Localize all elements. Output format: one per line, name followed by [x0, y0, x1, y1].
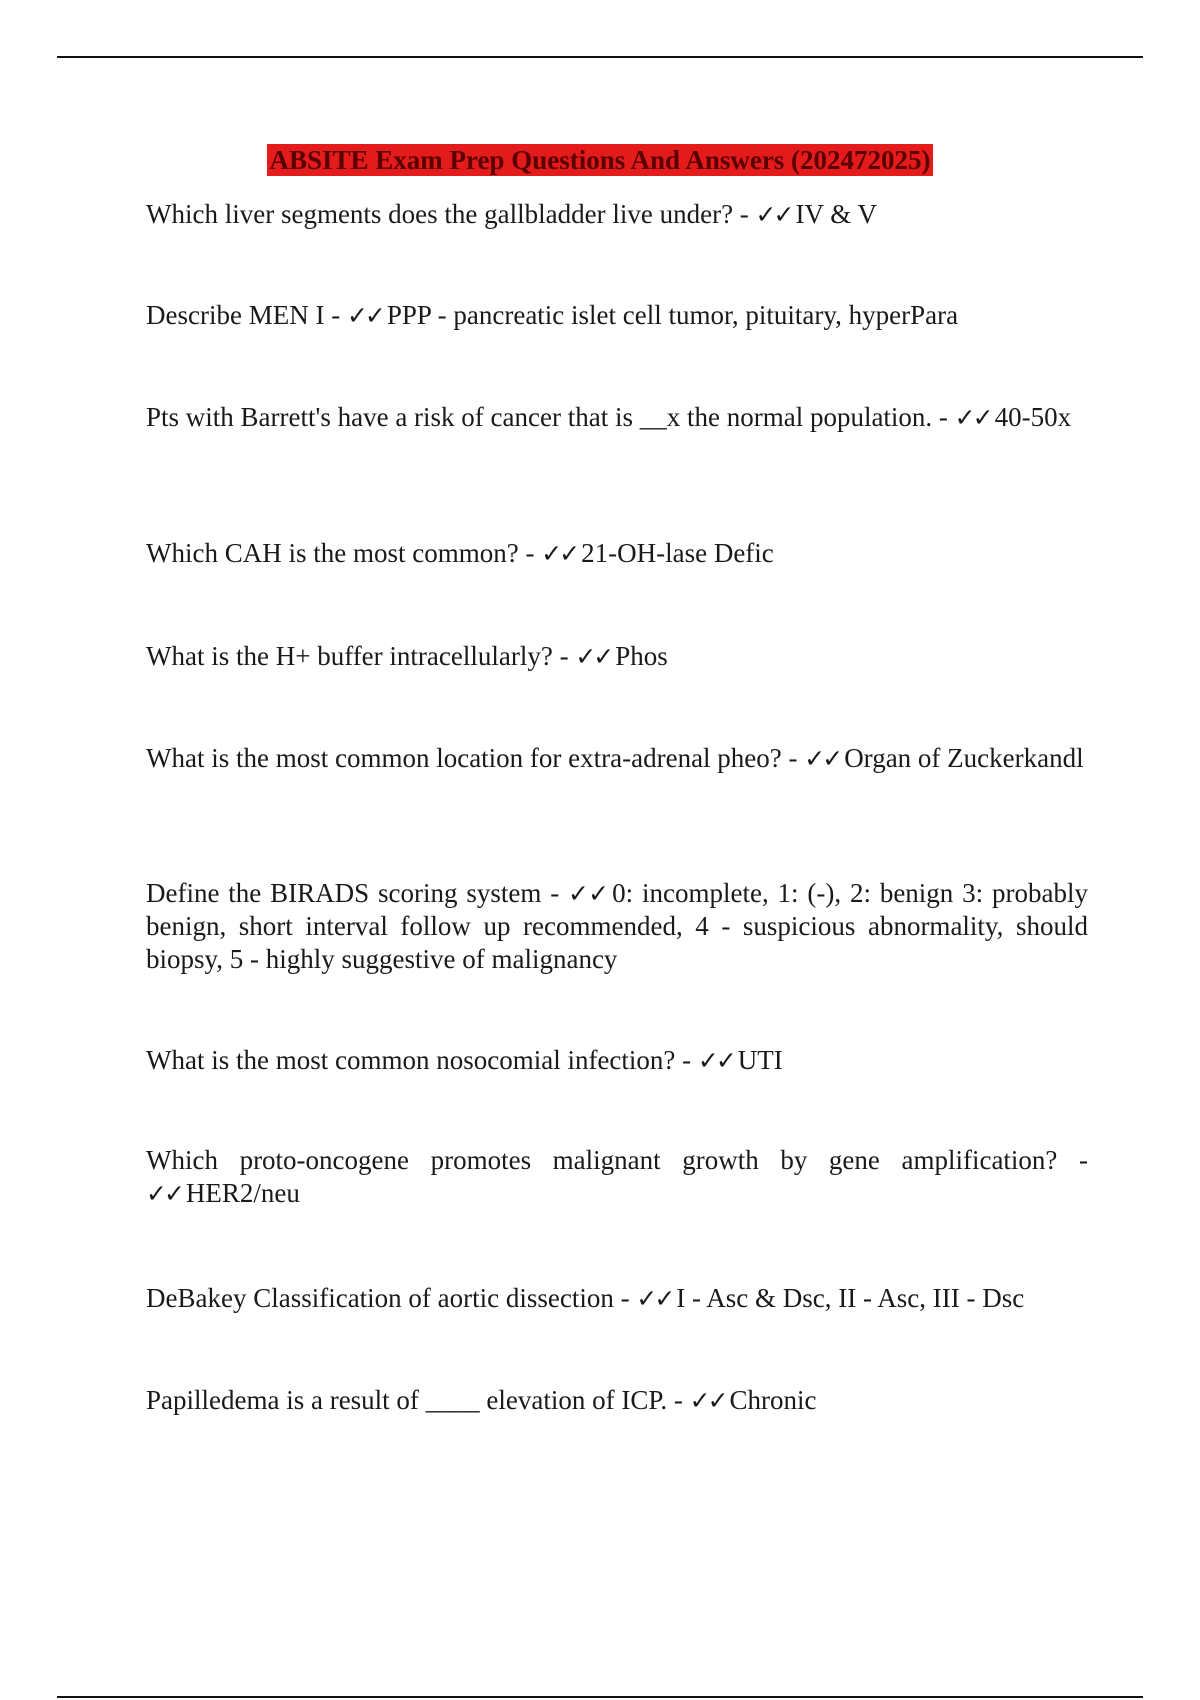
- qa-item-11: [146, 1384, 1088, 1417]
- qa-item-4: [146, 537, 1088, 570]
- double-check-icon: ✓✓: [689, 1386, 726, 1415]
- answer-text: IV & V: [795, 199, 877, 229]
- document-title: ABSITE Exam Prep Questions And Answers (202472025): [269, 145, 931, 175]
- double-check-icon: ✓✓: [541, 539, 578, 568]
- top-rule: [57, 56, 1143, 58]
- answer-text: 21-OH-lase Defic: [581, 538, 774, 568]
- answer-text: Chronic: [729, 1385, 817, 1415]
- answer-text: Organ of Zuckerkandl: [844, 743, 1084, 773]
- double-check-icon: ✓✓: [636, 1284, 673, 1313]
- double-check-icon: ✓✓: [575, 642, 612, 671]
- answer-text: 0: incomplete, 1: (-), 2: benign 3: probably benign, short interval follow up recommended, 4 - suspicious abnormality, should biopsy, 5 - highly suggestive of malignancy: [146, 878, 1088, 974]
- double-check-icon: ✓✓: [346, 301, 383, 330]
- double-check-icon: ✓✓: [804, 744, 841, 773]
- question-text: What is the most common location for extra-adrenal pheo? -: [146, 743, 805, 773]
- question-text: Papilledema is a result of ____ elevation of ICP. -: [146, 1385, 690, 1415]
- title-container: [0, 144, 1200, 176]
- double-check-icon: ✓✓: [954, 403, 991, 432]
- question-text: What is the most common nosocomial infection? -: [146, 1045, 698, 1075]
- qa-item-7: [146, 877, 1088, 976]
- answer-text: PPP - pancreatic islet cell tumor, pituitary, hyperPara: [386, 300, 959, 330]
- question-text: Pts with Barrett's have a risk of cancer that is __x the normal population. -: [146, 402, 955, 432]
- answer-text: Phos: [615, 641, 668, 671]
- answer-text: I - Asc & Dsc, II - Asc, III - Dsc: [676, 1283, 1025, 1313]
- qa-item-1: [146, 198, 1088, 231]
- answer-text: HER2/neu: [185, 1178, 300, 1208]
- double-check-icon: ✓✓: [755, 200, 792, 229]
- question-text: Which proto-oncogene promotes malignant growth by gene amplification? -: [146, 1145, 1088, 1175]
- qa-item-6: [146, 742, 1088, 775]
- question-text: What is the H+ buffer intracellularly? -: [146, 641, 576, 671]
- question-text: Describe MEN I -: [146, 300, 347, 330]
- question-text: Define the BIRADS scoring system -: [146, 878, 569, 908]
- qa-item-9: [146, 1144, 1088, 1210]
- double-check-icon: ✓✓: [697, 1046, 734, 1075]
- qa-item-3: [146, 401, 1088, 434]
- double-check-icon: ✓✓: [568, 879, 609, 908]
- qa-item-5: [146, 640, 1088, 673]
- double-check-icon: ✓✓: [146, 1179, 182, 1208]
- answer-text: UTI: [737, 1045, 783, 1075]
- question-text: DeBakey Classification of aortic dissection -: [146, 1283, 637, 1313]
- qa-item-2: [146, 299, 1088, 332]
- question-text: Which liver segments does the gallbladder live under? -: [146, 199, 756, 229]
- bottom-rule: [57, 1696, 1143, 1698]
- qa-item-8: [146, 1044, 1088, 1077]
- answer-text: 40-50x: [994, 402, 1072, 432]
- question-text: Which CAH is the most common? -: [146, 538, 542, 568]
- qa-item-10: [146, 1282, 1088, 1315]
